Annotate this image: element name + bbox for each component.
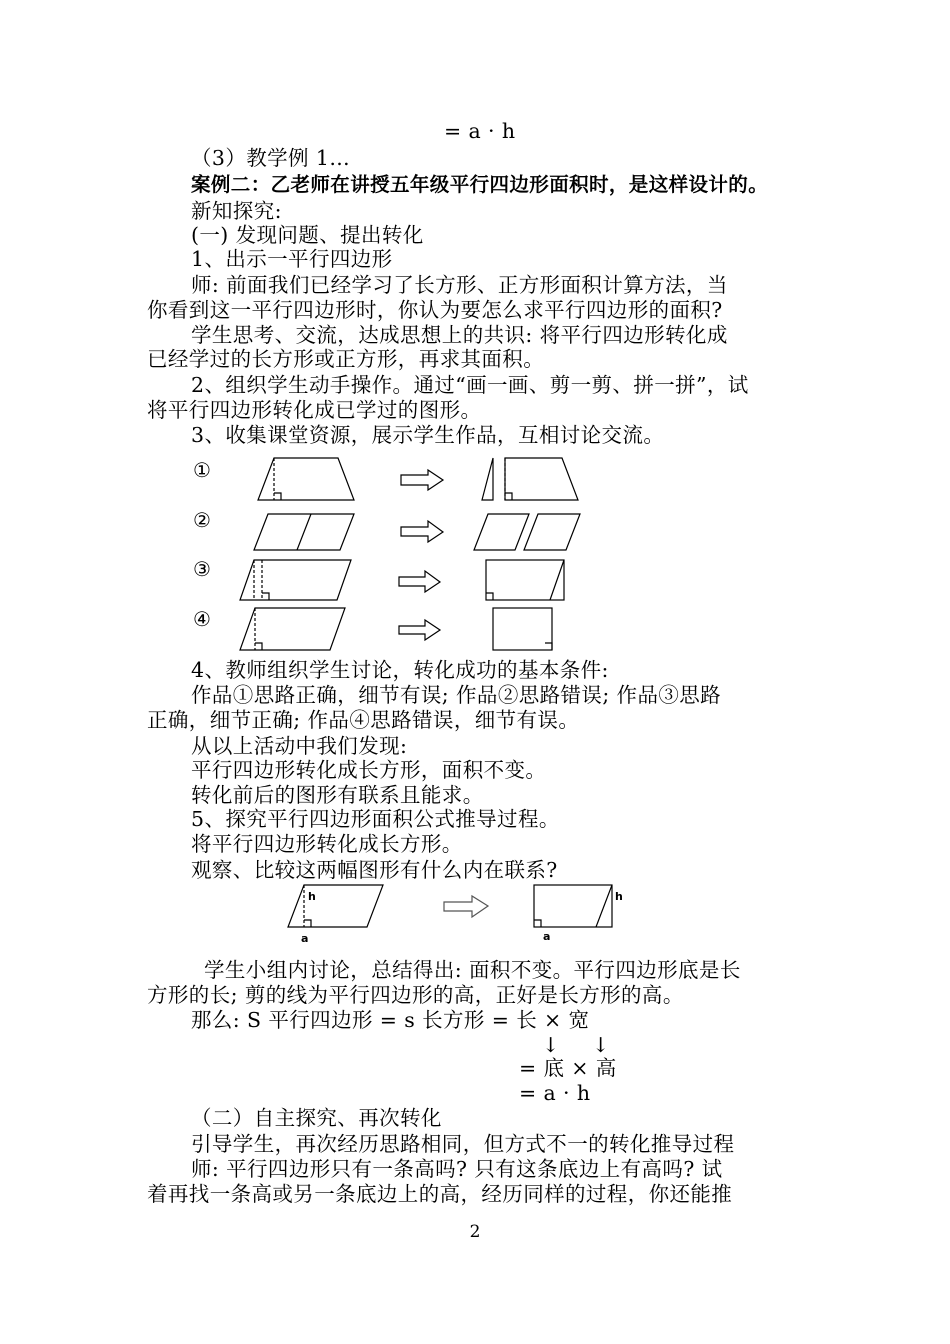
- arrow-1: [401, 470, 443, 490]
- parallelogram-4: [240, 608, 345, 650]
- text-line: 已经学过的长方形或正方形，再求其面积。: [147, 347, 545, 371]
- formula-line: = 底 × 高: [519, 1056, 617, 1080]
- text-line: 师: 平行四边形只有一条高吗? 只有这条底边上有高吗? 试: [191, 1157, 723, 1181]
- text-line: 从以上活动中我们发现:: [191, 734, 408, 758]
- text-line: 1、出示一平行四边形: [191, 247, 393, 271]
- parallelogram-1: [258, 458, 354, 500]
- label-h-right: h: [615, 890, 623, 903]
- text-line: 正确，细节正确; 作品④思路错误，细节有误。: [147, 708, 580, 732]
- rectangle-h-a: [534, 885, 612, 927]
- parallelogram-h-a: [288, 885, 383, 927]
- formula-line-top: = a · h: [444, 119, 516, 143]
- text-line: 作品①思路正确，细节有误; 作品②思路错误; 作品③思路: [191, 683, 722, 707]
- text-line: 新知探究:: [191, 199, 282, 223]
- work-number-1: ①: [193, 458, 211, 482]
- text-line: 观察、比较这两幅图形有什么内在联系?: [191, 858, 558, 882]
- label-a-left: a: [301, 932, 309, 945]
- parallelogram-3: [240, 560, 351, 600]
- text-line: 师: 前面我们已经学习了长方形、正方形面积计算方法，当: [191, 273, 728, 297]
- label-h-left: h: [308, 890, 316, 903]
- work-number-4: ④: [193, 607, 211, 631]
- text-line: 学生小组内讨论，总结得出: 面积不变。平行四边形底是长: [204, 958, 741, 982]
- text-line: 4、教师组织学生讨论，转化成功的基本条件:: [191, 658, 609, 682]
- text-line: 5、探究平行四边形面积公式推导过程。: [191, 807, 560, 831]
- section-heading: (一) 发现问题、提出转化: [191, 223, 424, 247]
- arrow-4: [399, 620, 440, 640]
- case-two-heading: 案例二：乙老师在讲授五年级平行四边形面积时，是这样设计的。: [191, 173, 769, 196]
- text-line: 3、收集课堂资源，展示学生作品，互相讨论交流。: [191, 423, 665, 447]
- arrow-down-2: ↓: [592, 1033, 610, 1057]
- arrow-3: [399, 571, 440, 592]
- arrow-2: [401, 521, 443, 542]
- text-line: 将平行四边形转化成长方形。: [191, 832, 463, 856]
- text-line: 平行四边形转化成长方形，面积不变。: [191, 758, 547, 782]
- text-line: 将平行四边形转化成已学过的图形。: [147, 398, 482, 422]
- work-number-3: ③: [193, 557, 211, 581]
- text-line: 2、组织学生动手操作。通过“画一画、剪一剪、拼一拼”，试: [191, 373, 749, 397]
- text-line: 学生思考、交流，达成思想上的共识: 将平行四边形转化成: [191, 323, 728, 347]
- text-line: 转化前后的图形有联系且能求。: [191, 783, 484, 807]
- text-line: 引导学生，再次经历思路相同，但方式不一的转化推导过程: [191, 1132, 735, 1156]
- formula-line: = a · h: [519, 1081, 591, 1105]
- transform-arrow: [444, 896, 488, 917]
- student-works-figure: [0, 450, 950, 650]
- arrow-down-1: ↓: [542, 1033, 560, 1057]
- text-line: 方形的长; 剪的线为平行四边形的高，正好是长方形的高。: [147, 983, 684, 1007]
- formula-line: 那么: S 平行四边形 = s 长方形 = 长 × 宽: [191, 1008, 590, 1032]
- section-heading: （二）自主探究、再次转化: [191, 1106, 442, 1130]
- text-line: 你看到这一平行四边形时，你认为要怎么求平行四边形的面积?: [147, 298, 723, 322]
- text-line: （3）教学例 1…: [191, 146, 351, 170]
- label-a-right: a: [543, 930, 551, 943]
- work-number-2: ②: [193, 508, 211, 532]
- page-number: 2: [469, 1222, 481, 1242]
- text-line: 着再找一条高或另一条底边上的高，经历同样的过程，你还能推: [147, 1182, 733, 1206]
